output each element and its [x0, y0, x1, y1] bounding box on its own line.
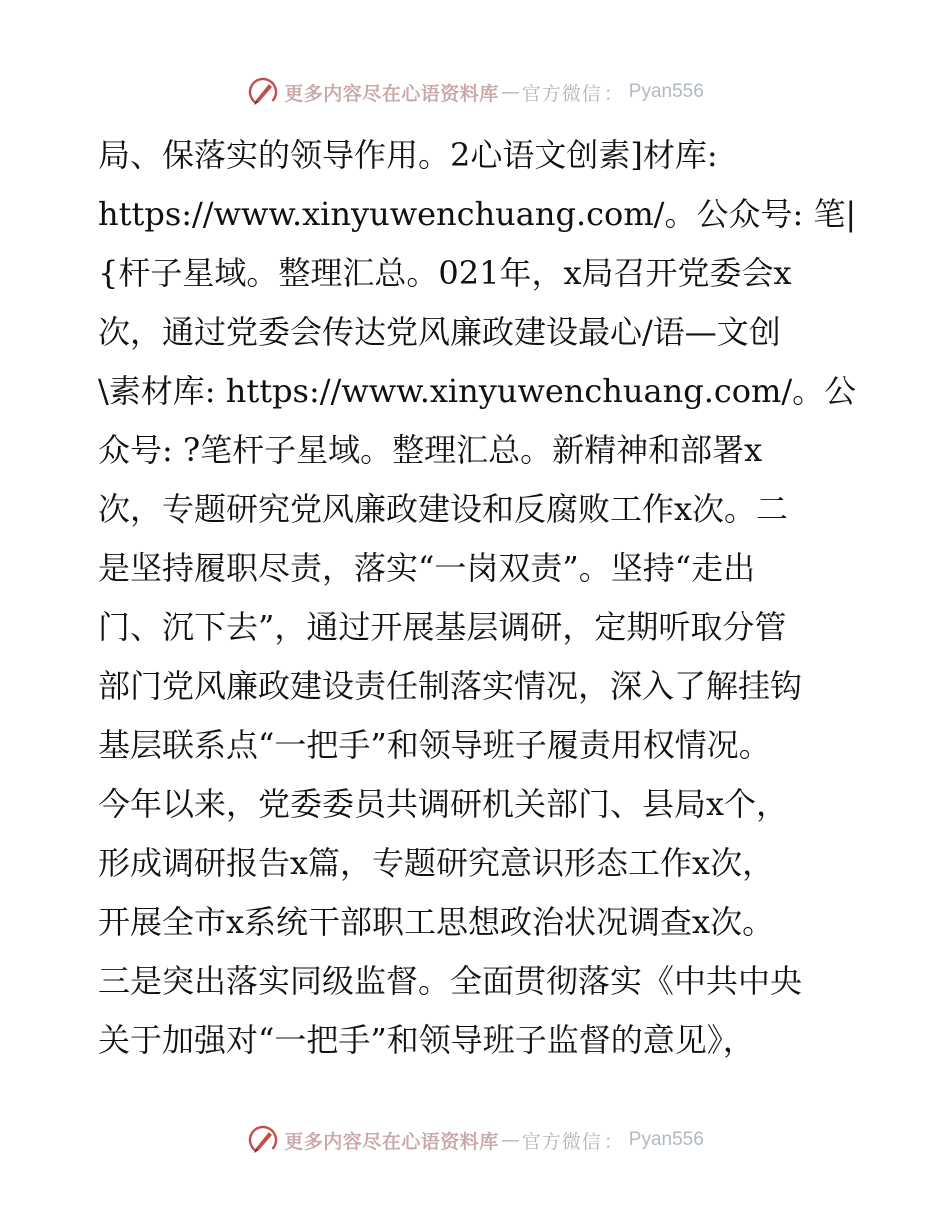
- banner-separator: ：: [603, 82, 623, 105]
- banner-wechat-label: 官方微信: [521, 82, 602, 105]
- text-line: 部门党风廉政建设责任制落实情况，深入了解挂钩: [98, 667, 803, 705]
- text-line: 形成调研报告x篇，专题研究意识形态工作x次，: [98, 844, 775, 882]
- pen-circle-logo-icon: [246, 75, 280, 109]
- banner-main-text: 更多内容尽在心语资料库: [284, 1130, 499, 1153]
- text-line: 开展全市x系统干部职工思想政治状况调查x次。: [98, 903, 775, 941]
- text-line: https://www.xinyuwenchuang.com/。公众号: 笔|: [98, 195, 857, 233]
- banner-wechat-id: Pyan556: [628, 1129, 704, 1150]
- text-line: 关于加强对“一把手”和领导班子监督的意见》，: [98, 1021, 755, 1059]
- text-line: 今年以来，党委委员共调研机关部门、县局x个，: [98, 785, 789, 823]
- banner-dash: —: [500, 1129, 520, 1151]
- text-line: 众号: ?笔杆子星域。整理汇总。新精神和部署x: [98, 431, 763, 469]
- pen-circle-logo-icon: [246, 1123, 280, 1157]
- text-line: 次，专题研究党风廉政建设和反腐败工作x次。二: [98, 490, 789, 528]
- banner-dash: —: [500, 81, 520, 103]
- banner-wechat-label: 官方微信: [521, 1130, 602, 1153]
- header-watermark-banner: [0, 72, 950, 112]
- document-body: [98, 126, 858, 1070]
- banner-separator: ：: [603, 1130, 623, 1153]
- text-line: 是坚持履职尽责，落实“一岗双责”。坚持“走出: [98, 549, 756, 587]
- banner-main-text: 更多内容尽在心语资料库: [284, 82, 499, 105]
- text-line: 次，通过党委会传达党风廉政建设最心/语—文创: [98, 313, 781, 351]
- banner-wechat-id: Pyan556: [628, 81, 704, 102]
- text-line: 门、沉下去”，通过开展基层调研，定期听取分管: [98, 608, 787, 646]
- text-line: 局、保落实的领导作用。2心语文创素]材库:: [98, 136, 718, 174]
- text-line: {杆子星域。整理汇总。021年，x局召开党委会x: [98, 254, 792, 292]
- footer-watermark-banner: [0, 1120, 950, 1160]
- text-line: 三是突出落实同级监督。全面贯彻落实《中共中央: [98, 962, 803, 1000]
- text-line: 基层联系点“一把手”和领导班子履责用权情况。: [98, 726, 771, 764]
- text-line: \素材库: https://www.xinyuwenchuang.com/。公: [98, 372, 857, 410]
